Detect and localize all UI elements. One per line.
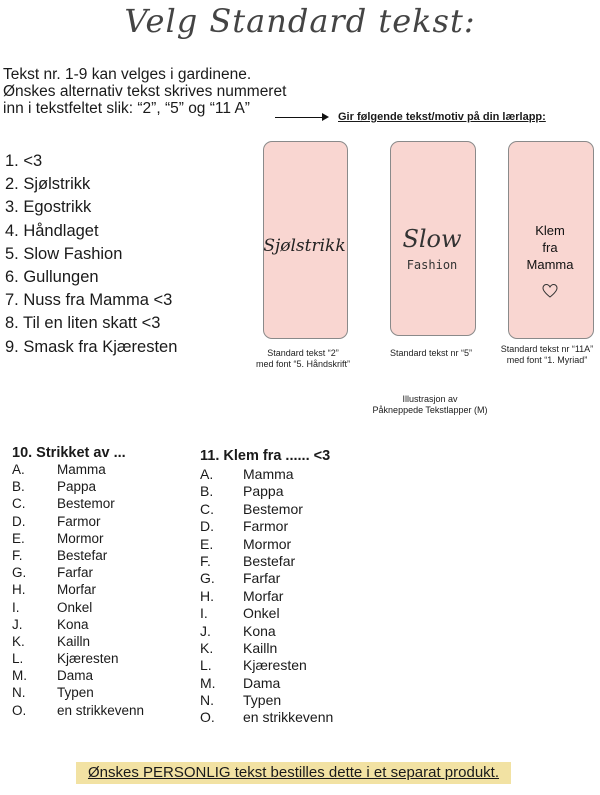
list-item [200,640,400,657]
arrow-head-icon [322,113,329,121]
list-item [200,657,400,674]
list-item-letter: D. [12,513,26,529]
standard-text-item: 2. Sjølstrikk [5,175,91,194]
list-item-name: Typen [57,685,94,701]
list-item-letter: J. [200,622,211,639]
list-item-letter: C. [200,500,214,517]
tag-preview-label: Gir følgende tekst/motiv på din lærlapp: [338,111,546,123]
list-item [200,518,400,535]
list-item-name: Kailln [243,639,278,656]
tag-1-caption [238,348,368,370]
list-item-name: Morfar [57,582,97,598]
list-item-name: Farmor [57,513,101,529]
list-item-name: Pappa [57,479,97,495]
list-item [200,570,400,587]
section-11-title: 11. Klem fra ...... <3 [200,448,331,464]
list-item [200,536,400,553]
intro-line: Tekst nr. 1-9 kan velges i gardinene. [3,66,252,83]
heart-icon [508,283,592,304]
section-10-title: 10. Strikket av ... [12,445,126,461]
list-item [12,651,192,668]
list-item-name: Onkel [57,599,93,615]
list-item-letter: O. [12,702,27,718]
illustration-note [330,394,530,416]
list-item-name: Morfar [243,587,284,604]
tag-3-caption [482,344,600,366]
list-item-letter: A. [12,462,25,477]
list-item [12,565,192,582]
list-item-letter: B. [12,479,25,495]
list-item-letter: B. [200,483,214,500]
list-item-name: en strikkevenn [57,702,145,718]
tag-2-text-line2: Fashion [406,258,458,272]
list-item-name: Farfar [57,565,94,581]
intro-line: inn i tekstfeltet slik: “2”, “5” og “11 A” [3,100,250,117]
standard-text-item: 6. Gullungen [5,268,99,287]
list-item-letter: G. [200,570,215,587]
list-item [200,692,400,709]
list-item [200,709,400,726]
standard-text-item: 4. Håndlaget [5,221,99,240]
list-item-name: Typen [243,692,282,709]
section-11-list [200,466,400,727]
standard-text-item: 1. <3 [5,152,43,170]
section-10-list [12,462,192,720]
page-title: Velg Standard tekst: [124,2,476,40]
list-item-name: Bestemor [57,496,115,512]
list-item [12,600,192,617]
list-item-name: Kona [57,616,89,632]
list-item [200,675,400,692]
list-item [200,466,400,483]
caption-line: med font “1. Myriad” [506,355,588,365]
list-item [12,462,192,479]
list-item-letter: L. [12,651,24,667]
list-item-name: Dama [243,674,281,691]
list-item-letter: H. [200,587,214,604]
list-item [12,685,192,702]
list-item [200,605,400,622]
list-item [12,703,192,720]
standard-text-item: 3. Egostrikk [5,198,92,217]
list-item-letter: M. [12,668,27,684]
tag-3-line: Klem [535,223,565,238]
standard-text-item: 7. Nuss fra Mamma <3 [5,291,173,310]
list-item-letter: K. [12,633,25,649]
list-item [200,588,400,605]
caption-line: Standard tekst “2” [267,348,339,358]
illustration-line: Illustrasjon av [402,394,458,404]
list-item-name: Bestefar [243,552,296,569]
tag-3-text [508,222,592,273]
list-item [200,501,400,518]
intro-line: Ønskes alternativ tekst skrives nummeret [3,83,287,100]
list-item [200,623,400,640]
tag-3-line: Mamma [526,257,574,272]
list-item-name: Onkel [243,605,280,622]
caption-line: Standard tekst nr “11A” [500,344,594,354]
list-item-letter: E. [200,535,214,552]
list-item-name: Farmor [243,518,289,535]
list-item [200,483,400,500]
list-item [12,617,192,634]
list-item-letter: M. [200,674,216,691]
list-item-letter: J. [12,616,23,632]
tag-2-caption: Standard tekst nr “5” [389,348,473,358]
list-item-letter: L. [200,657,212,674]
list-item-letter: D. [200,518,214,535]
list-item-name: Mamma [57,462,106,477]
list-item-name: Mamma [243,466,294,482]
list-item-name: Kona [243,622,276,639]
list-item-name: Mormor [243,535,292,552]
list-item-name: Farfar [243,570,281,587]
list-item-letter: A. [200,466,214,482]
tag-2-text-line1: Slow [402,225,462,253]
list-item-name: Dama [57,668,94,684]
list-item-letter: G. [12,565,27,581]
intro-text [3,66,286,117]
standard-text-list [5,150,177,359]
list-item-letter: F. [200,552,211,569]
list-item [12,668,192,685]
list-item [12,514,192,531]
footer-note: Ønskes PERSONLIG tekst bestilles dette i et separat produkt. [87,764,500,781]
list-item-name: en strikkevenn [243,709,334,726]
list-item-letter: O. [200,709,215,726]
list-item-name: Bestefar [57,547,108,563]
list-item-letter: N. [200,692,214,709]
list-item-name: Kjæresten [243,657,307,674]
list-item [200,553,400,570]
list-item [12,496,192,513]
standard-text-item: 8. Til en liten skatt <3 [5,314,161,333]
list-item-letter: F. [12,547,23,563]
list-item-name: Bestemor [243,500,303,517]
standard-text-item: 9. Smask fra Kjæresten [5,337,178,356]
list-item [12,634,192,651]
list-item [12,548,192,565]
list-item-letter: N. [12,685,26,701]
caption-line: med font “5. Håndskrift” [255,359,351,369]
list-item-name: Kjæresten [57,651,119,667]
list-item-letter: E. [12,530,25,546]
list-item [12,582,192,599]
list-item [12,479,192,496]
tag-1-text: Sjølstrikk [263,236,346,256]
list-item-name: Kailln [57,633,91,649]
list-item-letter: I. [12,599,20,615]
illustration-line: Påkneppede Tekstlapper (M) [372,405,488,415]
list-item [12,531,192,548]
list-item-name: Mormor [57,530,104,546]
list-item-letter: C. [12,496,26,512]
standard-text-item: 5. Slow Fashion [5,244,123,263]
tag-3-line: fra [542,240,558,255]
arrow-icon [275,117,325,118]
list-item-letter: H. [12,582,26,598]
list-item-letter: K. [200,639,214,656]
list-item-letter: I. [200,605,208,622]
list-item-name: Pappa [243,483,284,500]
